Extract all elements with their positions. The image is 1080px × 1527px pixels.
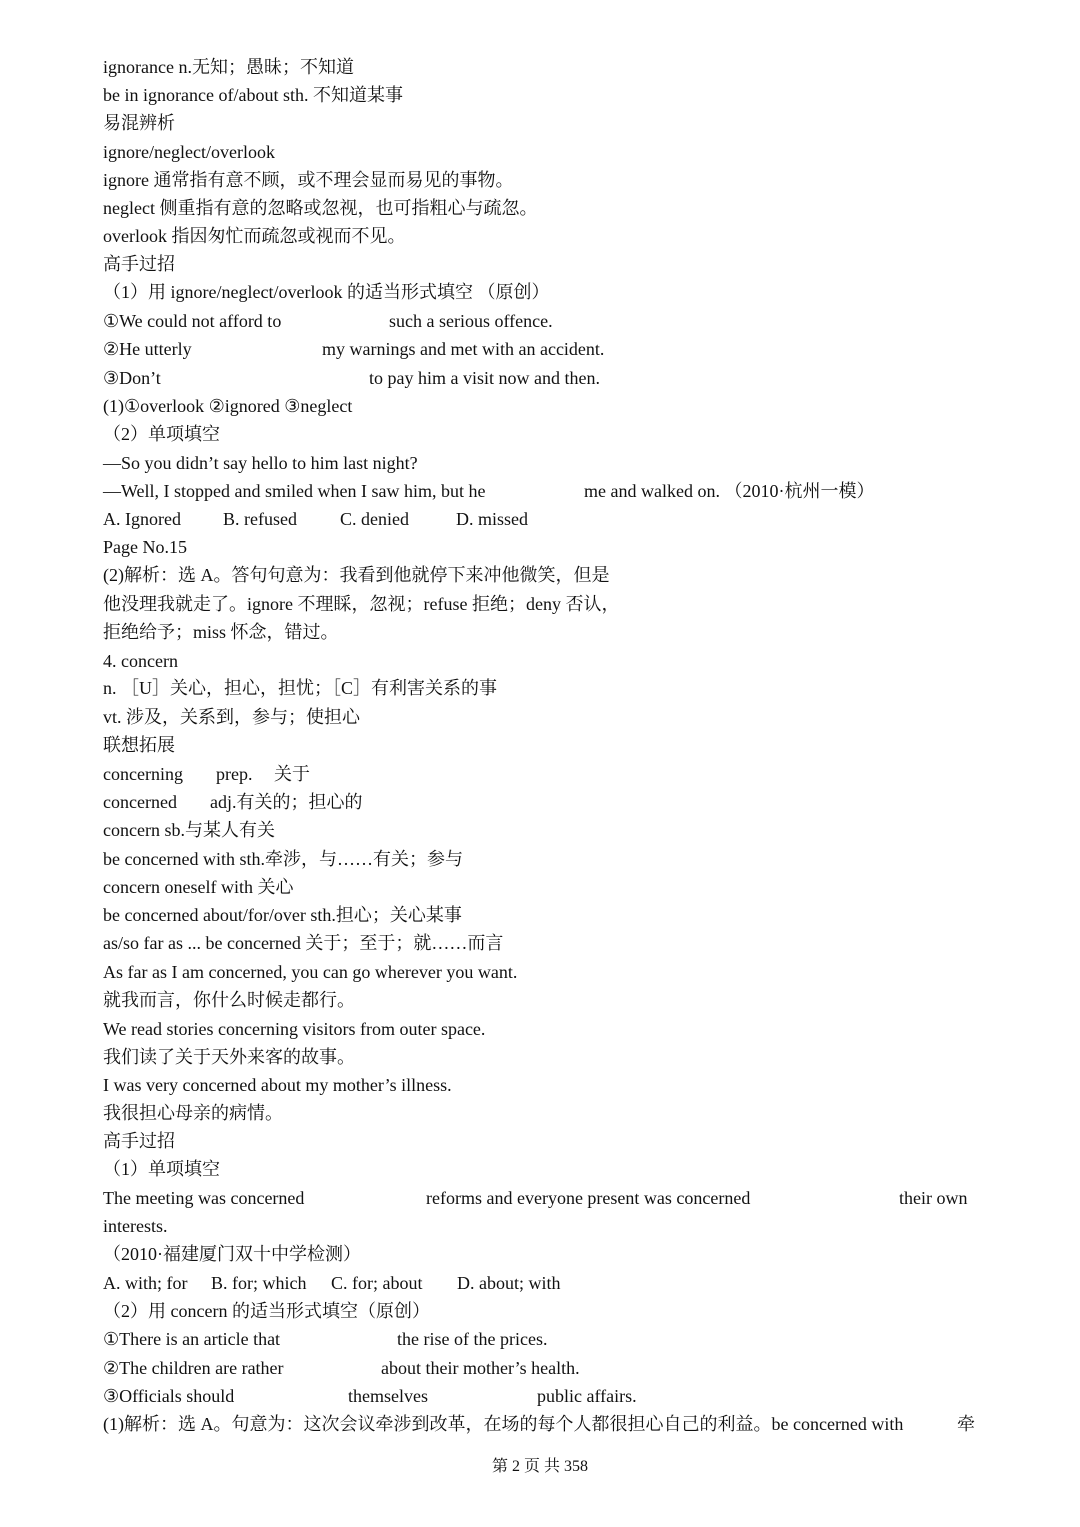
text-line: 他没理我就走了。ignore 不理睬，忽视；refuse 拒绝；deny 否认， [103, 594, 620, 614]
text-segment: (1)解析：选 A。句意为：这次会议牵涉到改革，在场的每个人都很担心自己的利益。be concerned with [103, 1414, 904, 1434]
text-line: 我们读了关于天外来客的故事。 [103, 1047, 355, 1067]
text-line: vt. 涉及，关系到，参与；使担心 [103, 707, 360, 727]
text-segment: me and walked on. （2010·杭州一模） [584, 481, 875, 501]
text-line: （2010·福建厦门双十中学检测） [103, 1244, 361, 1264]
text-line: 我很担心母亲的病情。 [103, 1103, 283, 1123]
text-segment: ②The children are rather [103, 1358, 284, 1378]
text-segment: ③Officials should [103, 1386, 235, 1406]
text-line: 易混辨析 [103, 113, 175, 133]
text-segment: ③Don’t [103, 368, 161, 388]
text-segment: to pay him a visit now and then. [369, 368, 600, 388]
text-line: 拒绝给予；miss 怀念，错过。 [103, 622, 339, 642]
text-segment: the rise of the prices. [397, 1329, 548, 1349]
text-segment: ①There is an article that [103, 1329, 281, 1349]
text-line: be in ignorance of/about sth. 不知道某事 [103, 85, 403, 105]
text-line: ignore/neglect/overlook [103, 142, 275, 162]
text-line: (2)解析：选 A。答句句意为：我看到他就停下来冲他微笑，但是 [103, 565, 610, 585]
text-segment: concerning [103, 764, 183, 784]
text-line: （1）单项填空 [103, 1159, 220, 1179]
text-line: （1）用 ignore/neglect/overlook 的适当形式填空 （原创） [103, 282, 550, 302]
text-segment: The meeting was concerned [103, 1188, 305, 1208]
text-segment: adj.有关的；担心的 [210, 792, 363, 812]
text-line: As far as I am concerned, you can go wherever you want. [103, 962, 518, 982]
text-line: be concerned with sth.牵涉，与……有关；参与 [103, 849, 463, 869]
text-segment: D. about; with [457, 1273, 561, 1293]
text-segment: concerned [103, 792, 177, 812]
text-segment: such a serious offence. [389, 311, 553, 331]
text-segment: C. for; about [331, 1273, 423, 1293]
text-line: 就我而言，你什么时候走都行。 [103, 990, 355, 1010]
text-line: (1)①overlook ②ignored ③neglect [103, 396, 353, 416]
text-segment: A. with; for [103, 1273, 188, 1293]
text-line: 联想拓展 [103, 735, 175, 755]
text-segment: their own [899, 1188, 968, 1208]
text-segment: —Well, I stopped and smiled when I saw him, but he [103, 481, 486, 501]
text-line: interests. [103, 1216, 168, 1236]
text-segment: C. denied [340, 509, 409, 529]
text-segment: reforms and everyone present was concerned [426, 1188, 751, 1208]
text-line: as/so far as ... be concerned 关于；至于；就……而言 [103, 933, 504, 953]
text-line: concern oneself with 关心 [103, 877, 294, 897]
text-line: 4. concern [103, 651, 178, 671]
text-segment: my warnings and met with an accident. [322, 339, 605, 359]
text-line: （2）用 concern 的适当形式填空（原创） [103, 1301, 430, 1321]
text-line: ignorance n.无知；愚昧；不知道 [103, 57, 354, 77]
text-line: 高手过招 [103, 1131, 175, 1151]
text-line: n. ［U］关心，担心，担忧；［C］有利害关系的事 [103, 678, 498, 698]
text-segment: themselves [348, 1386, 428, 1406]
text-line: （2）单项填空 [103, 424, 220, 444]
text-segment: ②He utterly [103, 339, 192, 359]
text-line: neglect 侧重指有意的忽略或忽视，也可指粗心与疏忽。 [103, 198, 538, 218]
text-segment: prep. [216, 764, 253, 784]
text-segment: B. for; which [211, 1273, 307, 1293]
text-line: —So you didn’t say hello to him last night? [103, 453, 418, 473]
page-footer: 第 2 页 共 358 [491, 1458, 588, 1475]
text-segment: 牵 [957, 1414, 975, 1434]
text-segment: public affairs. [537, 1386, 637, 1406]
text-segment: D. missed [456, 509, 528, 529]
text-line: Page No.15 [103, 537, 187, 557]
text-segment: ①We could not afford to [103, 311, 282, 331]
text-line: ignore 通常指有意不顾，或不理会显而易见的事物。 [103, 170, 514, 190]
text-line: We read stories concerning visitors from outer space. [103, 1019, 486, 1039]
text-segment: A. Ignored [103, 509, 181, 529]
text-line: overlook 指因匆忙而疏忽或视而不见。 [103, 226, 406, 246]
text-segment: B. refused [223, 509, 297, 529]
text-line: be concerned about/for/over sth.担心；关心某事 [103, 905, 462, 925]
text-line: I was very concerned about my mother’s illness. [103, 1075, 452, 1095]
text-segment: 关于 [274, 764, 310, 784]
text-line: concern sb.与某人有关 [103, 820, 275, 840]
text-line: 高手过招 [103, 254, 175, 274]
text-segment: about their mother’s health. [381, 1358, 580, 1378]
